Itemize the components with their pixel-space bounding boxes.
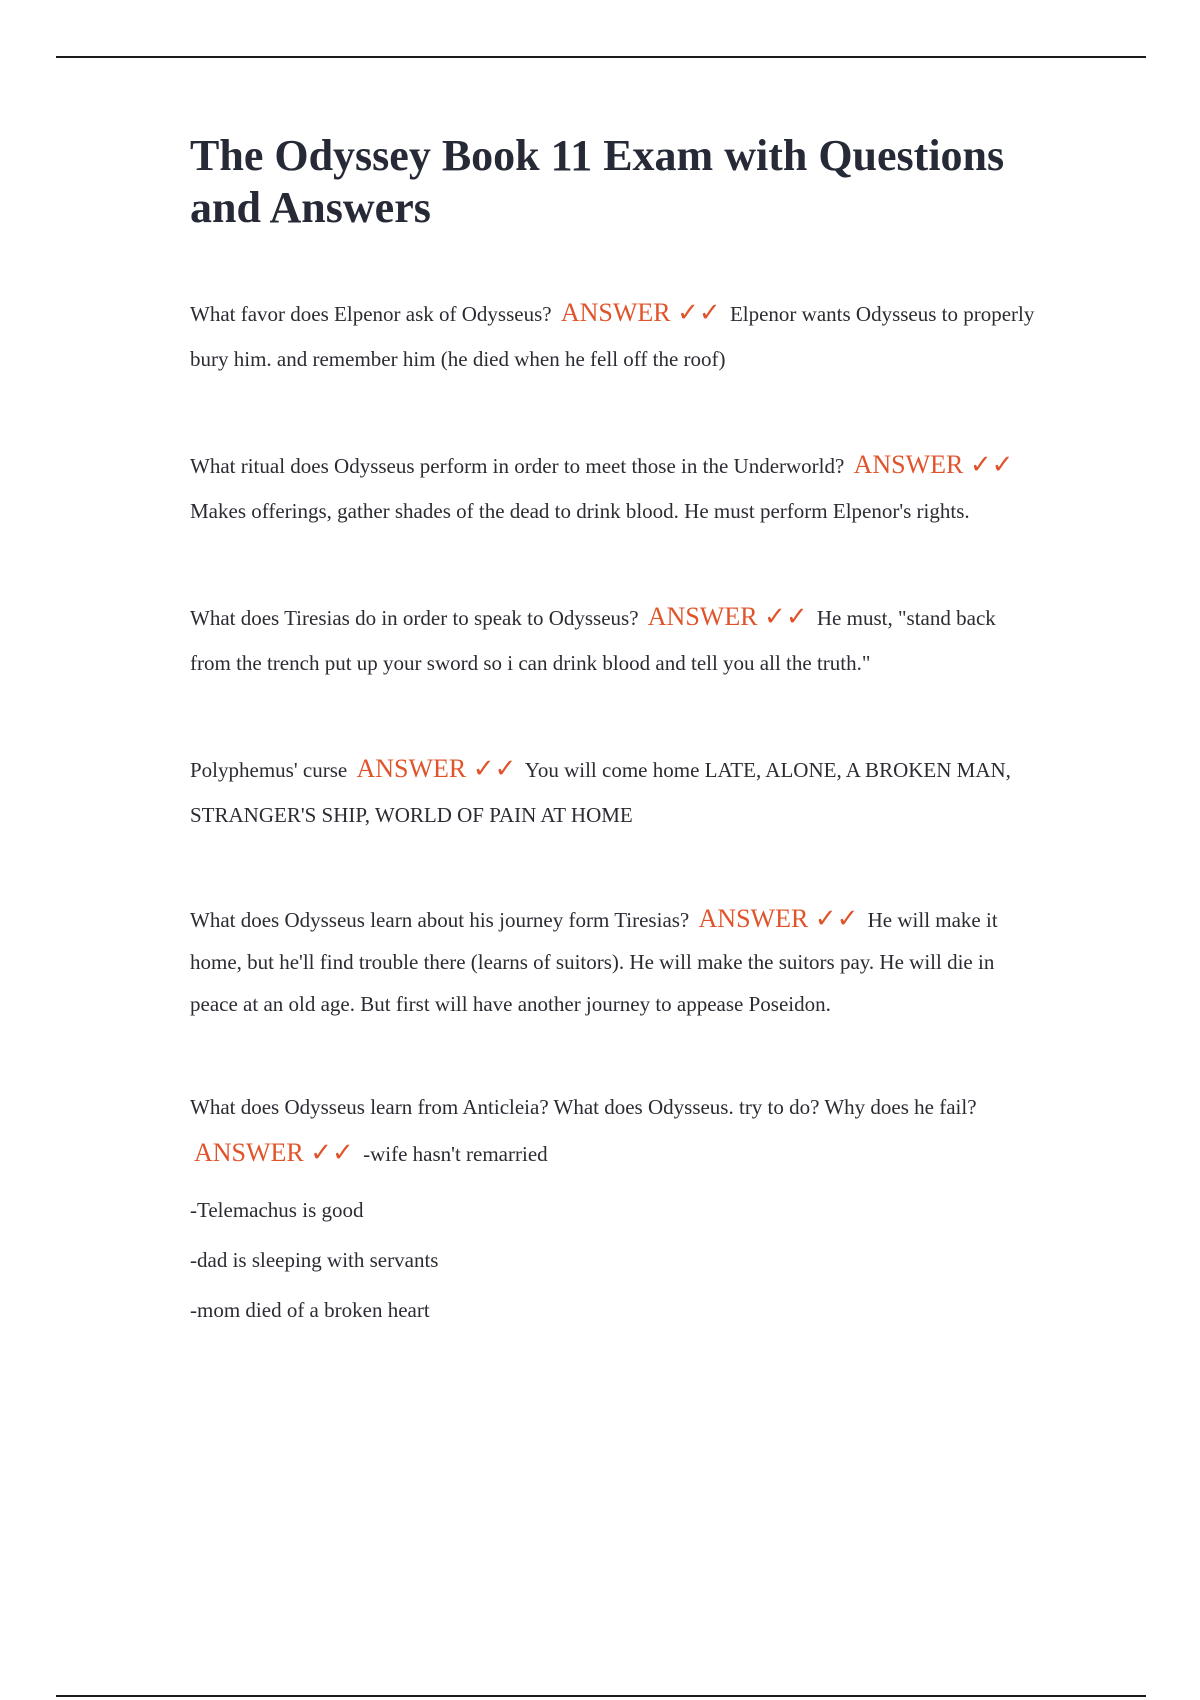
- answer-tag: ANSWER ✓✓: [698, 904, 859, 933]
- answer-line: -mom died of a broken heart: [190, 1298, 430, 1322]
- document-body: [190, 130, 1040, 1335]
- document-title: The Odyssey Book 11 Exam with Questions and Answers: [190, 131, 1005, 232]
- answer-tag: ANSWER ✓✓: [647, 602, 808, 631]
- answer-continuation: [190, 1185, 1040, 1335]
- question-text: What does Odysseus learn from Anticleia? What does Odysseus. try to do? Why does he fail?: [190, 1095, 977, 1119]
- answer-tag: ANSWER ✓✓: [560, 298, 721, 327]
- answer-text: You will come home LATE, ALONE, A BROKEN MAN, STRANGER'S SHIP, WORLD OF PAIN AT HOME: [190, 758, 1011, 827]
- answer-text: Elpenor wants Odysseus to properly bury him. and remember him (he died when he fell off the roof): [190, 302, 1035, 371]
- qa-item: [190, 290, 1040, 382]
- qa-list: [190, 290, 1040, 1335]
- question-text: What does Tiresias do in order to speak to Odysseus?: [190, 606, 639, 630]
- answer-text: He must, "stand back from the trench put up your sword so i can drink blood and tell you all the truth.": [190, 606, 996, 675]
- qa-item: [190, 746, 1040, 838]
- answer-tag: ANSWER ✓✓: [853, 450, 1014, 479]
- question-text: What does Odysseus learn about his journey form Tiresias?: [190, 908, 690, 932]
- answer-text: Makes offerings, gather shades of the dead to drink blood. He must perform Elpenor's rights.: [190, 499, 970, 523]
- answer-text: He will make it home, but he'll find trouble there (learns of suitors). He will make the suitors pay. He will die in peace at an old age. But first will have another journey to appease Poseidon.: [190, 908, 998, 1016]
- qa-item: [190, 442, 1040, 534]
- answer-text: -wife hasn't remarried: [363, 1142, 548, 1166]
- header-rule: [56, 56, 1146, 58]
- answer-tag: ANSWER ✓✓: [356, 754, 517, 783]
- answer-line: -Telemachus is good: [190, 1198, 364, 1222]
- answer-line: -dad is sleeping with servants: [190, 1248, 439, 1272]
- qa-item: [190, 898, 1040, 1025]
- answer-tag: ANSWER ✓✓: [194, 1138, 354, 1167]
- question-text: What favor does Elpenor ask of Odysseus?: [190, 302, 552, 326]
- question-text: Polyphemus' curse: [190, 758, 348, 782]
- question-text: What ritual does Odysseus perform in order to meet those in the Underworld?: [190, 454, 845, 478]
- footer-rule: [56, 1695, 1146, 1697]
- qa-item: [190, 1085, 1040, 1177]
- qa-item: [190, 594, 1040, 686]
